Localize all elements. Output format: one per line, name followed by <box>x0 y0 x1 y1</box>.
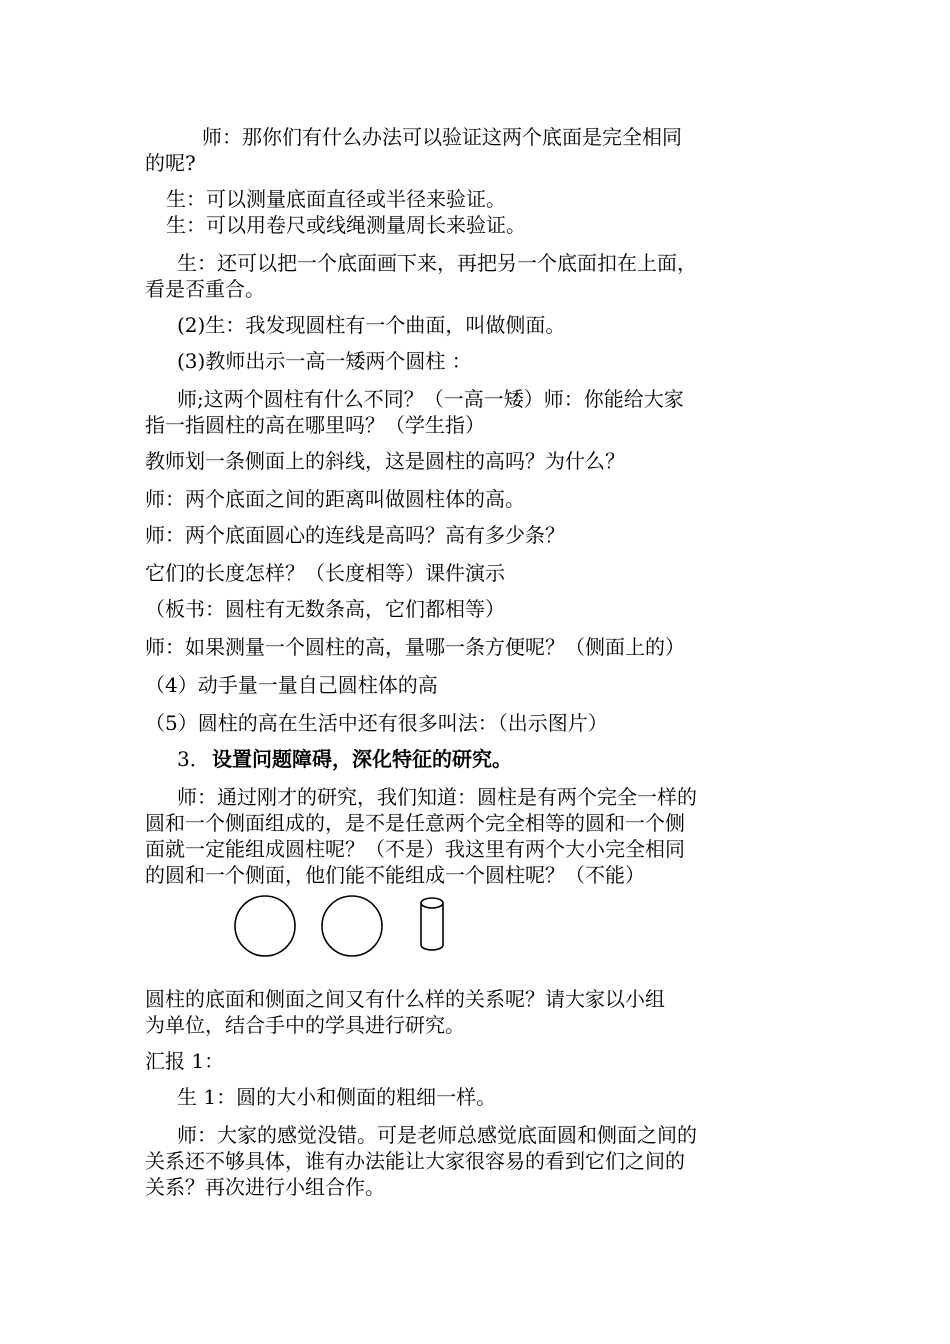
section-number: 3． <box>177 747 210 771</box>
text-line: （板书：圆柱有无数条高，它们都相等） <box>145 597 505 621</box>
cylinder-side-icon <box>421 898 443 950</box>
text-line: 生 1：圆的大小和侧面的粗细一样。 <box>177 1085 497 1109</box>
text-line: 的圆和一个侧面，他们能不能组成一个圆柱呢？（不能） <box>145 863 645 887</box>
text-line: 的呢? <box>145 151 196 175</box>
text-line: 师：如果测量一个圆柱的高，量哪一条方便呢？（侧面上的） <box>145 635 685 659</box>
text-line: 关系？再次进行小组合作。 <box>145 1175 385 1199</box>
section-heading: 设置问题障碍，深化特征的研究。 <box>212 747 512 771</box>
text-line: (3)教师出示一高一矮两个圆柱 ： <box>177 349 472 373</box>
base-circle-left <box>235 896 295 956</box>
text-line: 师：大家的感觉没错。可是老师总感觉底面圆和侧面之间的 <box>177 1123 697 1147</box>
text-line: 生：可以用卷尺或线绳测量周长来验证。 <box>166 213 526 237</box>
circles-and-side-figure <box>225 890 465 965</box>
text-line: （5）圆柱的高在生活中还有很多叫法：（出示图片） <box>145 711 608 735</box>
text-line: 师：两个底面圆心的连线是高吗？高有多少条？ <box>145 523 565 547</box>
text-line: (2)生：我发现圆柱有一个曲面，叫做侧面。 <box>177 313 566 337</box>
text-line: 指一指圆柱的高在哪里吗？（学生指） <box>145 413 485 437</box>
text-line: 它们的长度怎样？（长度相等）课件演示 <box>145 561 505 585</box>
text-line: 看是否重合。 <box>145 277 265 301</box>
text-line: 生：还可以把一个底面画下来，再把另一个底面扣在上面， <box>177 251 697 275</box>
text-line: 圆柱的底面和侧面之间又有什么样的关系呢？请大家以小组 <box>145 987 665 1011</box>
text-line: 师：两个底面之间的距离叫做圆柱体的高。 <box>145 487 525 511</box>
text-line: 师：通过刚才的研究，我们知道：圆柱是有两个完全一样的 <box>177 785 697 809</box>
text-line: 圆和一个侧面组成的，是不是任意两个完全相等的圆和一个侧 <box>145 811 685 835</box>
text-line: 关系还不够具体，谁有办法能让大家很容易的看到它们之间的 <box>145 1149 685 1173</box>
text-line: 教师划一条侧面上的斜线，这是圆柱的高吗？为什么？ <box>145 449 625 473</box>
text-line: 生：可以测量底面直径或半径来验证。 <box>166 187 506 211</box>
text-line: 师：那你们有什么办法可以验证这两个底面是完全相同 <box>202 125 682 149</box>
text-line: 面就一定能组成圆柱呢？（不是）我这里有两个大小完全相同 <box>145 837 685 861</box>
text-line: （4）动手量一量自己圆柱体的高 <box>145 673 438 697</box>
text-line: 为单位，结合手中的学具进行研究。 <box>145 1013 465 1037</box>
text-line: 汇报 1： <box>145 1049 225 1073</box>
text-line: 师;这两个圆柱有什么不同？（一高一矮）师：你能给大家 <box>177 387 684 411</box>
base-circle-right <box>322 896 382 956</box>
